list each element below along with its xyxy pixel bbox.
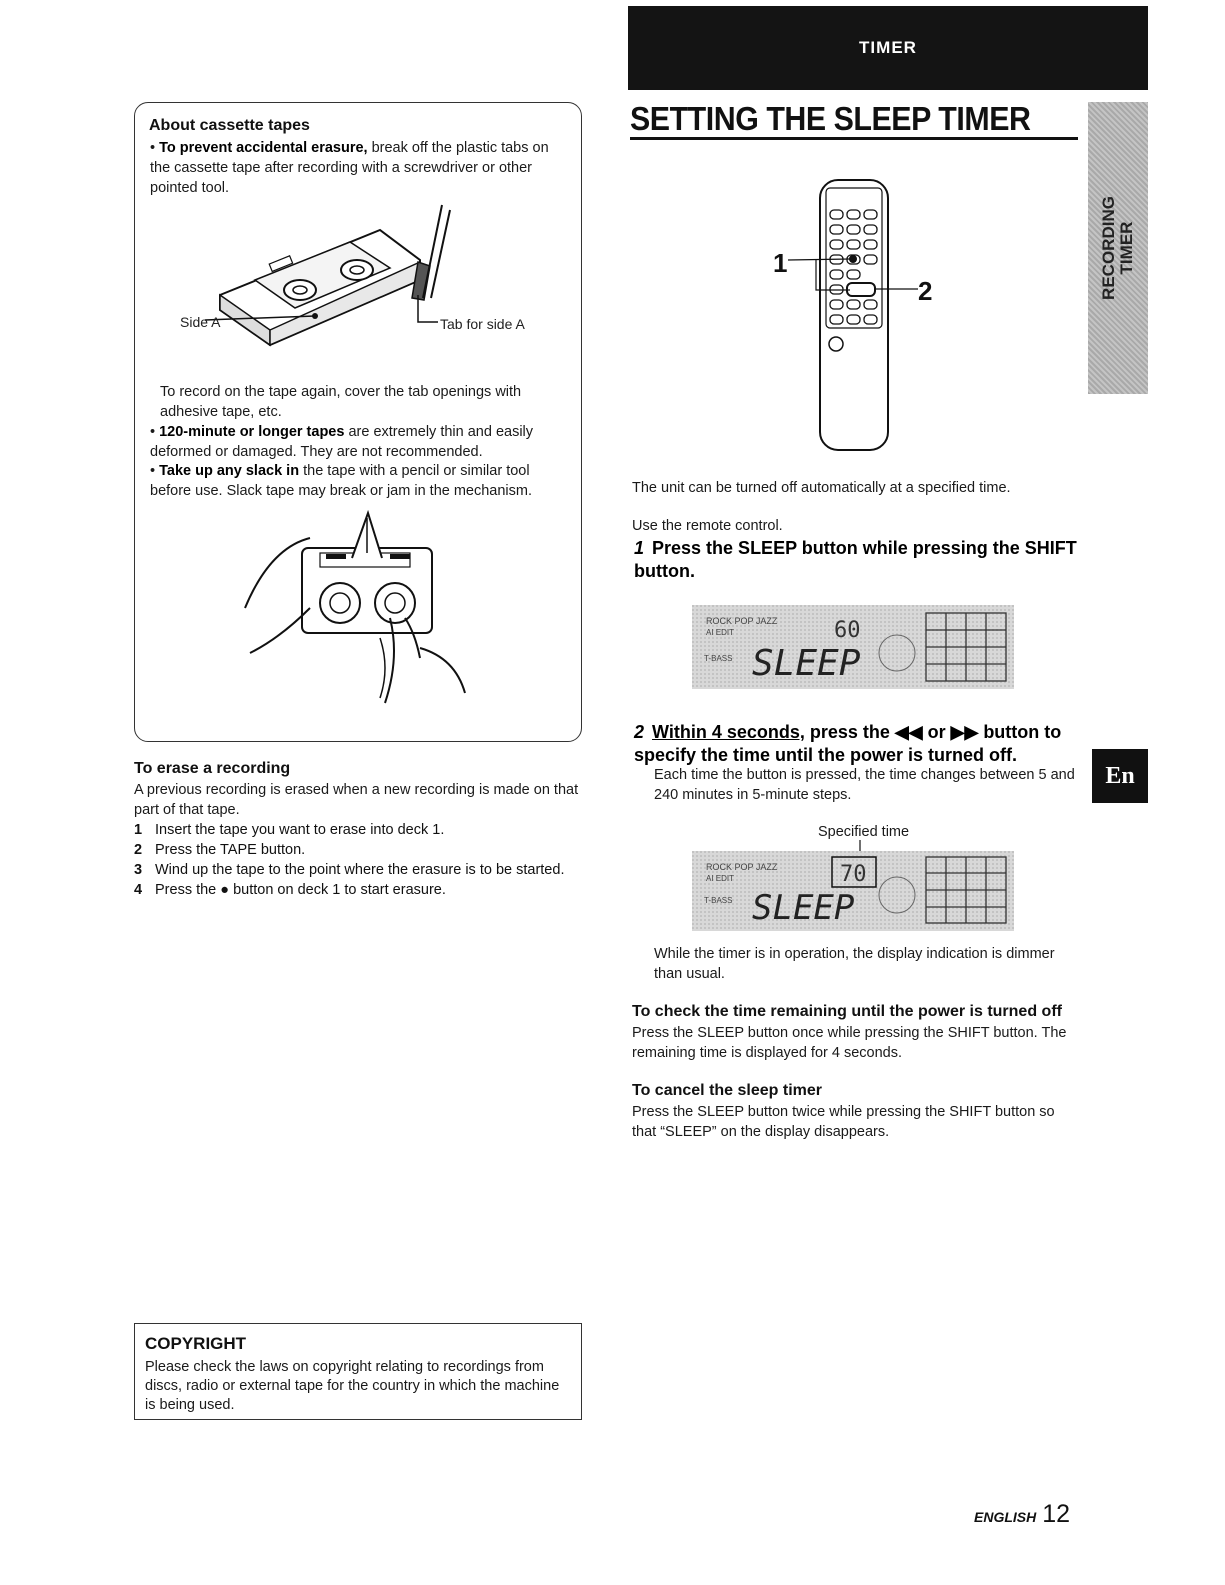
step-2-heading [634, 721, 1080, 767]
slack-text: the tape with a pencil or similar tool before use. Slack tape may break or jam in the mechanism. [150, 463, 533, 499]
lcd2-sub-label: AI EDIT [706, 874, 735, 883]
lcd2-sleep-word: SLEEP [752, 888, 855, 928]
side-tab-line-1: RECORDING [1099, 196, 1118, 300]
recording-timer-side-tab [1088, 102, 1148, 394]
remote-callout-2: 2 [918, 276, 933, 306]
erase-step-2 [134, 840, 582, 860]
step-2-or: or [922, 722, 951, 742]
long-tapes-bullet [150, 422, 568, 462]
step-2-text-a: press the [804, 722, 895, 742]
prevent-erasure-bullet [150, 138, 568, 198]
timer-section-label: TIMER [859, 38, 917, 57]
step-1-text: Press the SLEEP button while pressing the SHIFT button. [634, 538, 1077, 581]
lcd1-minutes: 60 [834, 618, 861, 643]
slack-bullet [150, 461, 568, 501]
check-time-body: Press the SLEEP button once while pressing the SHIFT button. The remaining time is displayed for 4 seconds. [632, 1025, 1067, 1061]
step-number: 4 [134, 882, 143, 898]
lcd1-sleep-word: SLEEP [752, 643, 861, 684]
rewind-icon: ◀◀ [894, 722, 923, 742]
lcd2-tbass-label: T-BASS [704, 896, 733, 905]
intro-text: The unit can be turned off automatically at a specified time. [632, 480, 1011, 496]
tab-side-a-label: Tab for side A [440, 316, 525, 332]
copyright-box [134, 1323, 582, 1420]
lcd1-mode-labels: ROCK POP JAZZ [706, 616, 778, 626]
lcd1-sub-label: AI EDIT [706, 628, 735, 637]
side-tab-line-2: TIMER [1117, 221, 1136, 275]
page-title: SETTING THE SLEEP TIMER [630, 100, 1031, 137]
remote-control-illustration [770, 172, 960, 462]
step-2-number: 2 [634, 722, 645, 742]
fast-forward-icon: ▶▶ [950, 722, 979, 742]
timer-section-header [628, 6, 1148, 90]
lcd-display-sleep [692, 605, 1014, 689]
pencil-winding-illustration [240, 508, 475, 708]
cassette-tab-illustration [180, 200, 480, 365]
copyright-title: COPYRIGHT [145, 1334, 247, 1353]
step-text: Wind up the tape to the point where the erasure is to be started. [155, 862, 565, 878]
english-tab: En [1092, 749, 1148, 803]
lcd-display-specified-time [692, 851, 1014, 931]
step-text: Insert the tape you want to erase into deck 1. [155, 822, 445, 838]
side-tab-text [1100, 196, 1136, 300]
step-text-b: button on deck 1 to start erasure. [229, 882, 446, 898]
prevent-erasure-text: break off the plastic tabs on the cassette tape after recording with a screwdriver or other pointed tool. [150, 140, 549, 196]
side-a-label: Side A [180, 314, 221, 330]
cancel-timer-title: To cancel the sleep timer [632, 1082, 822, 1099]
record-dot-icon: ● [220, 882, 230, 898]
copyright-body: Please check the laws on copyright relating to recordings from discs, radio or external tape for the country in which the machine is being used. [145, 1359, 560, 1413]
title-underline [630, 137, 1078, 140]
step-1-number: 1 [634, 538, 645, 558]
erase-step-3 [134, 860, 582, 880]
step-2-body: Each time the button is pressed, the time changes between 5 and 240 minutes in 5-minute steps. [654, 767, 1075, 803]
lcd2-minutes: 70 [840, 862, 867, 887]
page-footer [974, 1500, 1070, 1529]
step-number: 1 [134, 822, 143, 838]
remote-callout-1: 1 [773, 248, 788, 278]
long-tapes-text: are extremely thin and easily deformed or damaged. They are not recommended. [150, 424, 534, 460]
erase-recording-body: A previous recording is erased when a new recording is made on that part of that tape. [134, 782, 579, 818]
slack-bold: Take up any slack in [159, 463, 300, 479]
long-tapes-bold: 120-minute or longer tapes [159, 424, 345, 440]
cancel-timer-body: Press the SLEEP button twice while pressing the SHIFT button so that “SLEEP” on the display disappears. [632, 1104, 1055, 1140]
page-number: 12 [1042, 1500, 1071, 1528]
step-number: 3 [134, 862, 143, 878]
footer-language: ENGLISH [974, 1509, 1037, 1525]
erase-step-1 [134, 820, 582, 840]
step-number: 2 [134, 842, 143, 858]
record-again-text: To record on the tape again, cover the tab openings with adhesive tape, etc. [160, 384, 522, 420]
step-text-a: Press the [155, 882, 221, 898]
erase-recording-title: To erase a recording [134, 760, 291, 777]
prevent-erasure-bold: To prevent accidental erasure, [159, 140, 368, 156]
specified-time-label: Specified time [818, 824, 910, 840]
dimmer-note: While the timer is in operation, the display indication is dimmer than usual. [654, 946, 1055, 982]
cassette-heading: About cassette tapes [149, 117, 310, 134]
step-1-heading [634, 537, 1080, 583]
check-time-title: To check the time remaining until the power is turned off [632, 1003, 1062, 1020]
lcd1-tbass-label: T-BASS [704, 654, 733, 663]
lcd2-mode-labels: ROCK POP JAZZ [706, 862, 778, 872]
erase-steps-list [134, 820, 582, 900]
step-text: Press the TAPE button. [155, 842, 306, 858]
erase-step-4 [134, 880, 582, 900]
step-2-text-b: button to specify the time until the power is turned off. [634, 722, 1062, 765]
step-2-underlined: Within 4 seconds, [652, 722, 805, 742]
use-remote-text: Use the remote control. [632, 518, 783, 534]
